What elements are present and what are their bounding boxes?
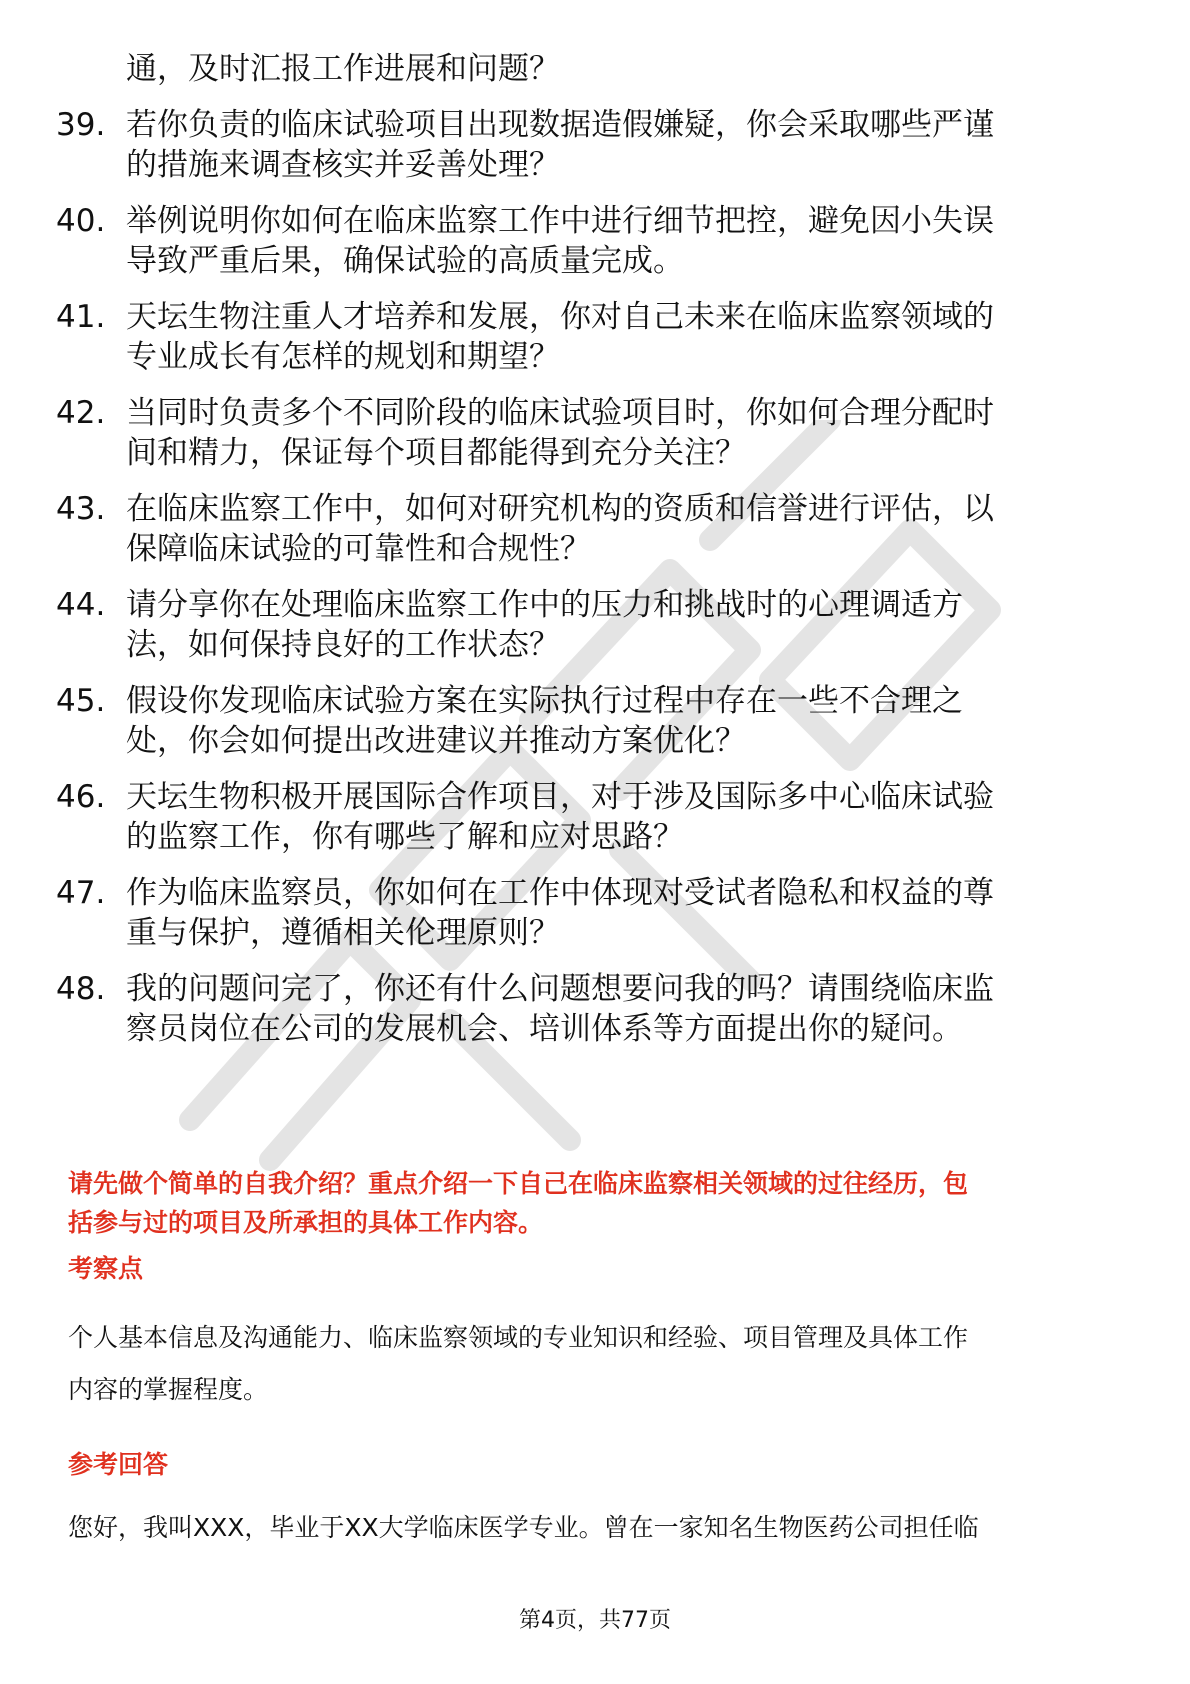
reference-answer-heading: 参考回答	[68, 1450, 169, 1479]
question-line: 请分享你在处理临床监察工作中的压力和挑战时的心理调适方	[126, 587, 963, 623]
question-number: 46.	[56, 779, 106, 815]
reference-answer-text	[68, 1506, 1128, 1550]
question-number: 39.	[56, 107, 106, 143]
question-line: 重与保护，遵循相关伦理原则？	[126, 915, 560, 951]
question-number: 48.	[56, 971, 106, 1007]
assessment-line: 内容的掌握程度。	[68, 1375, 269, 1404]
reference-answer-line: 您好，我叫XXX，毕业于XX大学临床医学专业。曾在一家知名生物医药公司担任临	[68, 1513, 979, 1542]
question-line: 导致严重后果，确保试验的高质量完成。	[126, 243, 684, 279]
question-number: 43.	[56, 491, 106, 527]
featured-question	[68, 1164, 1128, 1242]
question-line: 的措施来调查核实并妥善处理？	[126, 147, 560, 183]
question-line: 间和精力，保证每个项目都能得到充分关注？	[126, 435, 746, 471]
featured-question-line: 请先做个简单的自我介绍？重点介绍一下自己在临床监察相关领域的过往经历，包	[68, 1169, 969, 1198]
question-line: 通，及时汇报工作进展和问题？	[126, 51, 560, 87]
question-line: 举例说明你如何在临床监察工作中进行细节把控，避免因小失误	[126, 203, 994, 239]
question-number: 44.	[56, 587, 106, 623]
question-line: 作为临床监察员，你如何在工作中体现对受试者隐私和权益的尊	[126, 875, 994, 911]
question-number: 47.	[56, 875, 106, 911]
question-number: 40.	[56, 203, 106, 239]
assessment-line: 个人基本信息及沟通能力、临床监察领域的专业知识和经验、项目管理及具体工作	[68, 1323, 969, 1352]
question-line: 假设你发现临床试验方案在实际执行过程中存在一些不合理之	[126, 683, 963, 719]
question-line: 法，如何保持良好的工作状态？	[126, 627, 560, 663]
assessment-heading: 考察点	[68, 1254, 144, 1283]
question-number: 41.	[56, 299, 106, 335]
question-line: 专业成长有怎样的规划和期望？	[126, 339, 560, 375]
assessment-text	[68, 1312, 1128, 1416]
question-line: 保障临床试验的可靠性和合规性？	[126, 531, 591, 567]
question-line: 天坛生物积极开展国际合作项目，对于涉及国际多中心临床试验	[126, 779, 994, 815]
question-line: 若你负责的临床试验项目出现数据造假嫌疑，你会采取哪些严谨	[126, 107, 994, 143]
question-line: 天坛生物注重人才培养和发展，你对自己未来在临床监察领域的	[126, 299, 994, 335]
question-number: 45.	[56, 683, 106, 719]
question-line: 的监察工作，你有哪些了解和应对思路？	[126, 819, 684, 855]
question-line: 我的问题问完了，你还有什么问题想要问我的吗？请围绕临床监	[126, 971, 994, 1007]
question-line: 在临床监察工作中，如何对研究机构的资质和信誉进行评估，以	[126, 491, 994, 527]
question-line: 察员岗位在公司的发展机会、培训体系等方面提出你的疑问。	[126, 1011, 963, 1047]
question-line: 处，你会如何提出改进建议并推动方案优化？	[126, 723, 746, 759]
question-line: 当同时负责多个不同阶段的临床试验项目时，你如何合理分配时	[126, 395, 994, 431]
question-number: 42.	[56, 395, 106, 431]
featured-question-line: 括参与过的项目及所承担的具体工作内容。	[68, 1208, 544, 1237]
page-number: 第4页，共77页	[519, 1608, 671, 1633]
